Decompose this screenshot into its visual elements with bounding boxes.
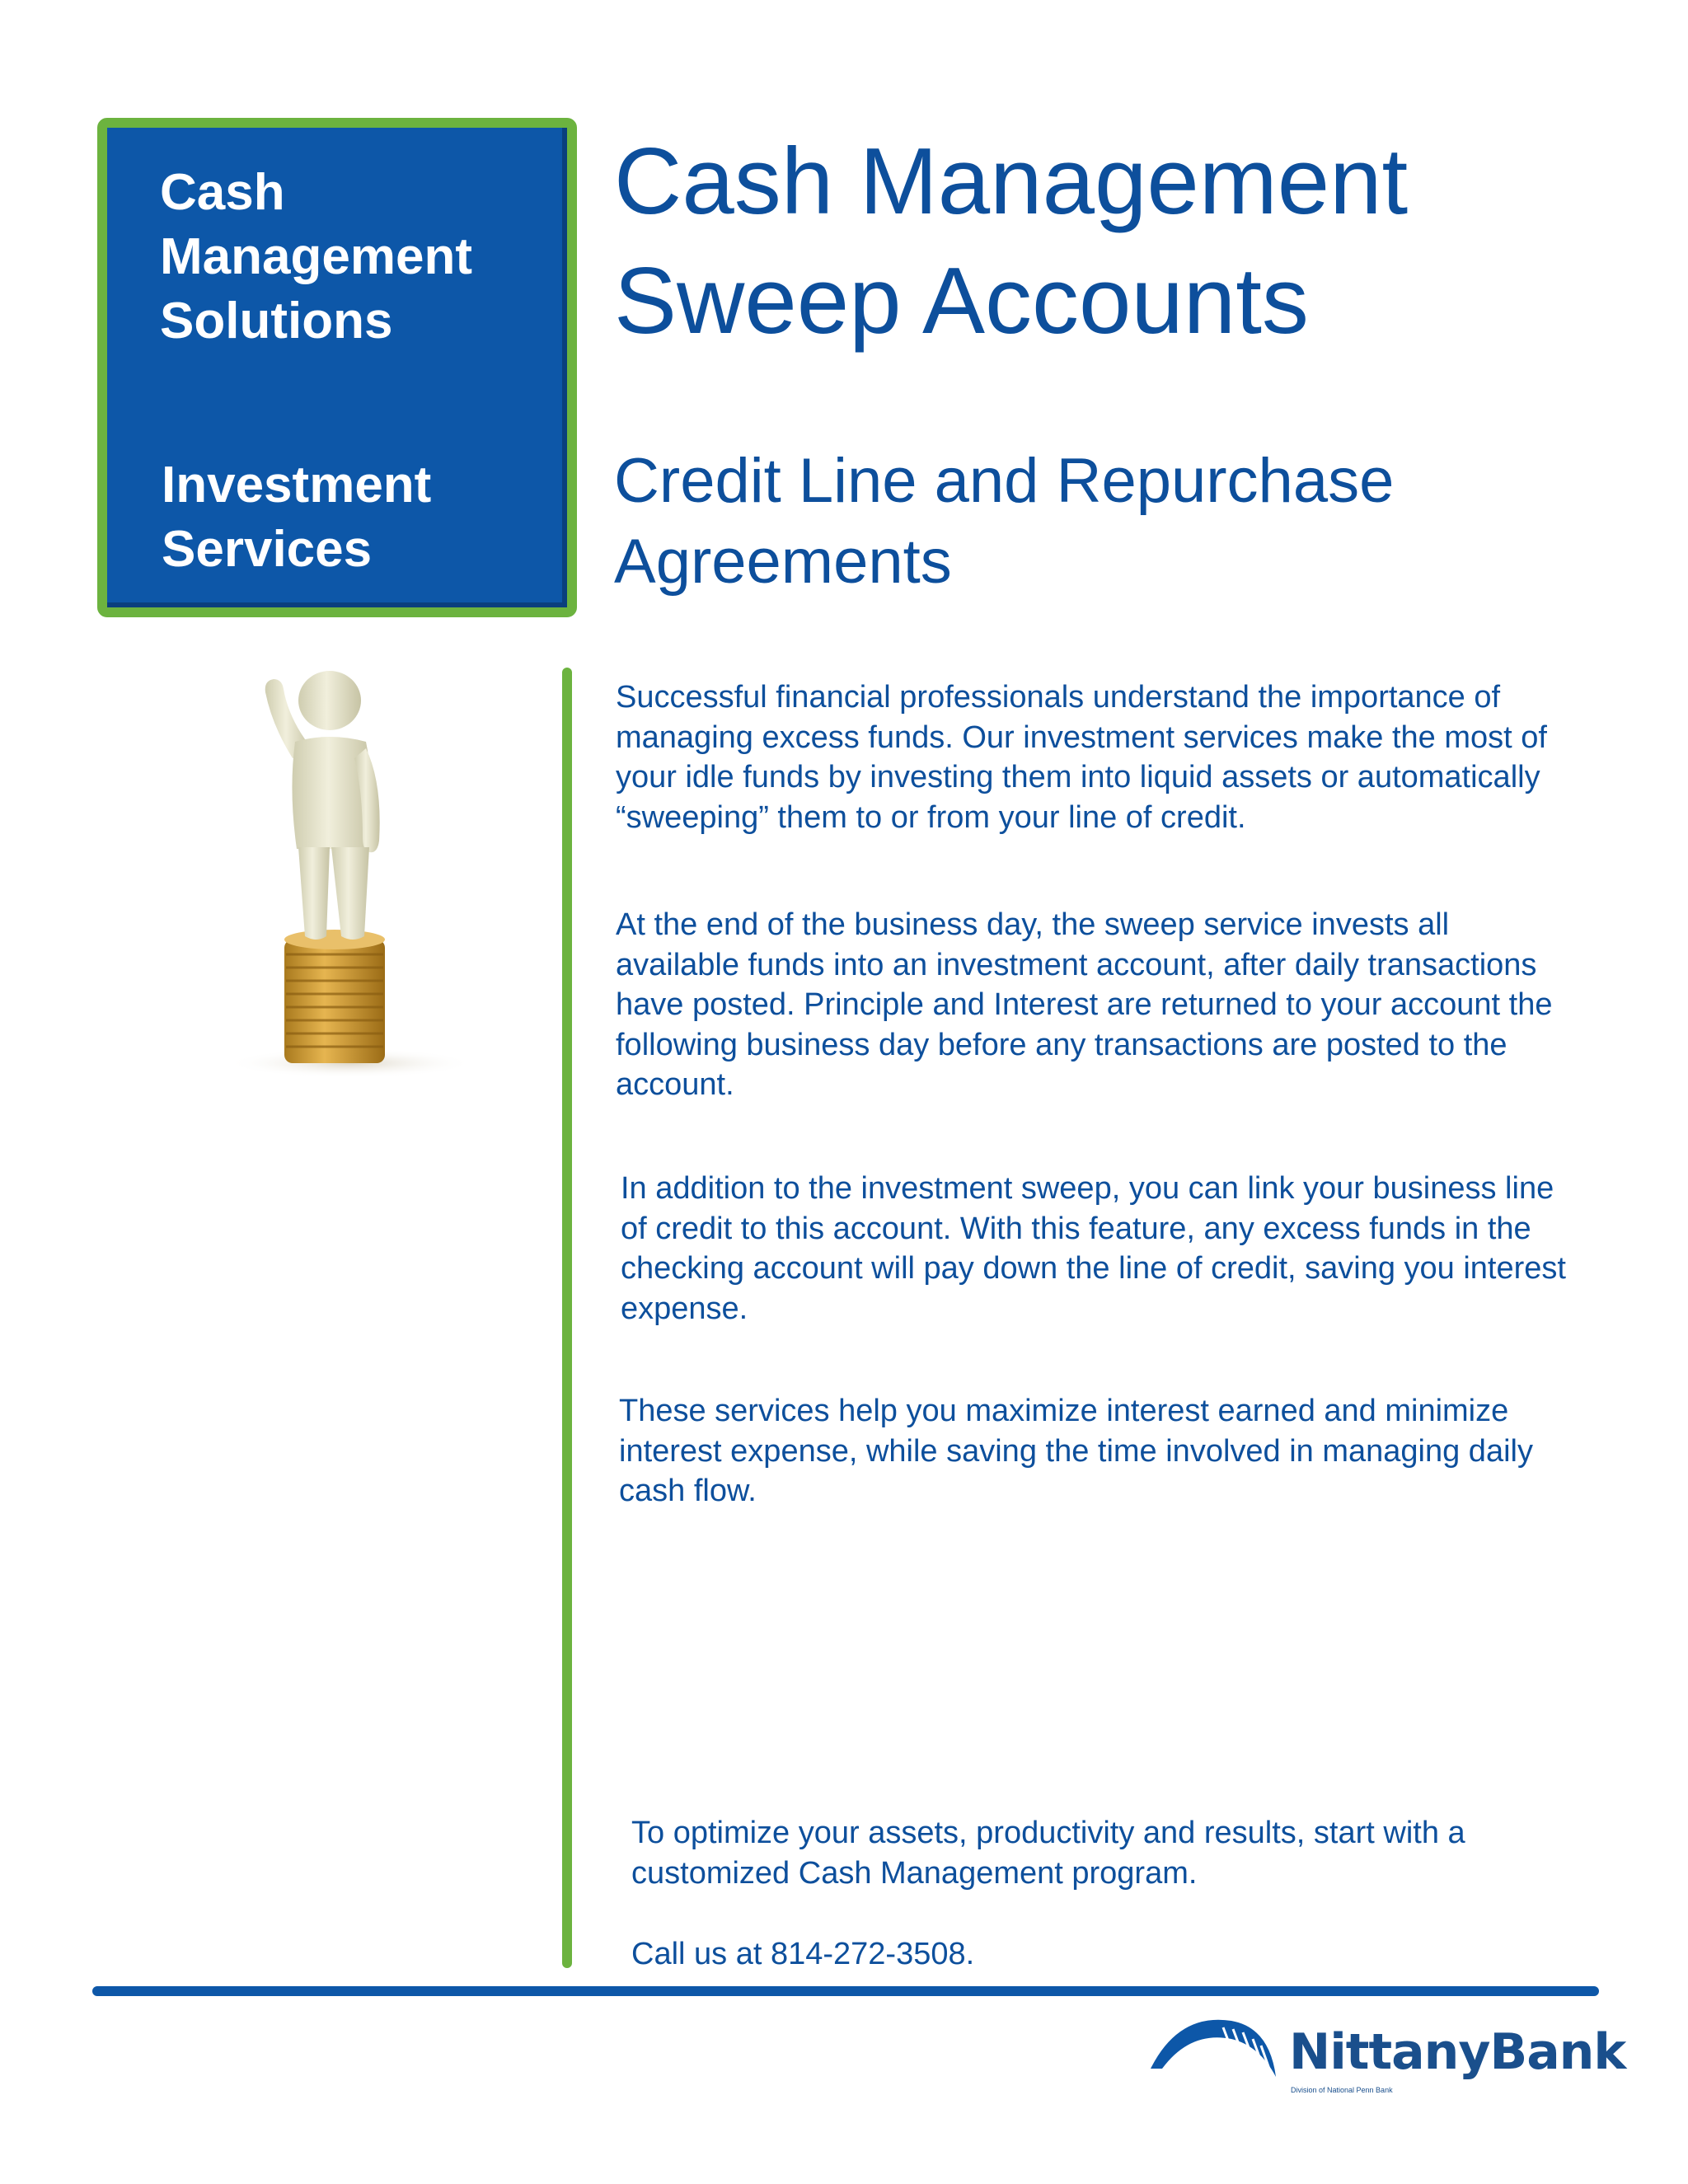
sidebar-subtitle: Investment Services: [162, 457, 432, 578]
page-title: Cash Management Sweep Accounts: [614, 129, 1409, 354]
page-subtitle: Credit Line and Repurchase Agreements: [614, 446, 1395, 597]
logo-tagline: Division of National Penn Bank: [1291, 2086, 1393, 2094]
lion-swoosh-icon: [1146, 1970, 1286, 2102]
call-to-action: To optimize your assets, productivity and results, start with a customized Cash Management program.: [631, 1816, 1465, 1891]
paragraph-sweep-service: At the end of the business day, the sweep service invests all available funds into an investment account, after daily transactions have posted. Principle and Interest are returned to your account the following business day before any transactions are posted to the account.: [616, 907, 1553, 1102]
sidebar-title: Cash Management Solutions: [160, 164, 472, 349]
sidebar-panel: [97, 118, 577, 617]
paragraph-benefits: These services help you maximize interest earned and minimize interest expense, while saving the time involved in managing daily cash flow.: [619, 1394, 1533, 1508]
person-on-coin-stack-icon: [206, 659, 503, 1088]
contact-phone: Call us at 814-272-3508.: [631, 1937, 975, 1971]
logo-wordmark: NittanyBank: [1289, 2023, 1626, 2081]
vertical-divider: [562, 668, 572, 1968]
paragraph-intro: Successful financial professionals understand the importance of managing excess funds. Our investment services make the most of your idle funds by investing them into liquid assets or automatically “sweeping” them to or from your line of credit.: [616, 680, 1547, 835]
figure: [265, 671, 380, 940]
paragraph-credit-line: In addition to the investment sweep, you can link your business line of credit to this account. With this feature, any excess funds in the checking account will pay down the line of credit, saving you interest expense.: [621, 1171, 1566, 1326]
nittanybank-logo: [1146, 1970, 1626, 2126]
coin-stack: [284, 930, 385, 1063]
